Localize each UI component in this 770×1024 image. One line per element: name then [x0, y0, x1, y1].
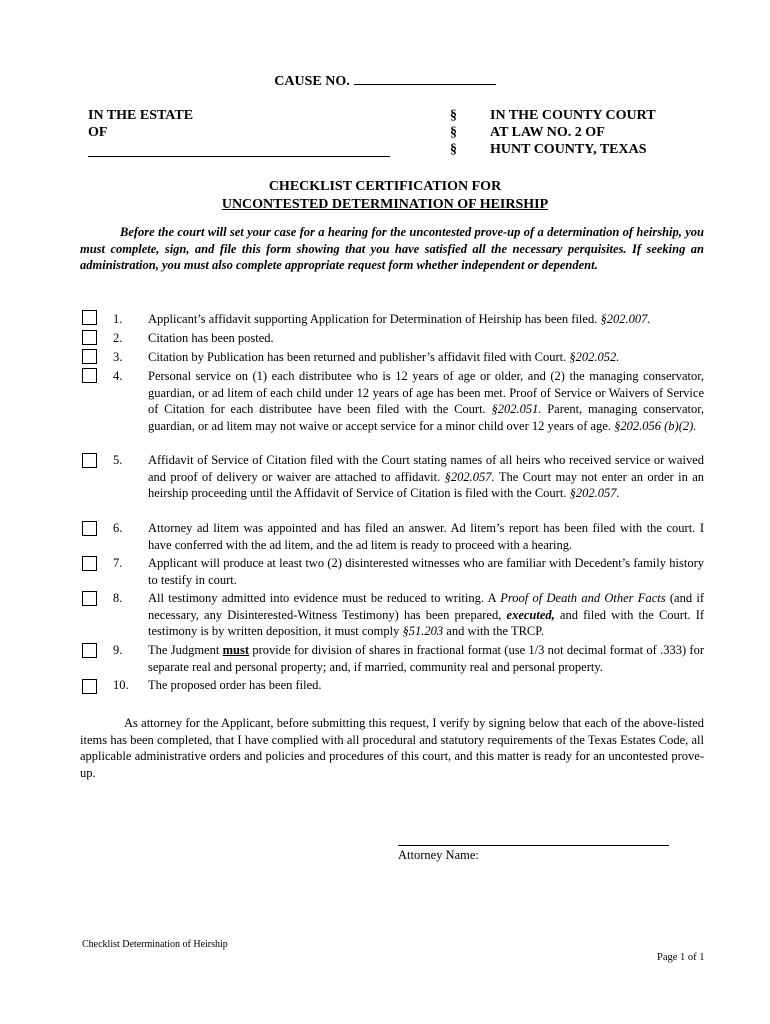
caption-court [490, 107, 656, 158]
item-text-body: (and if necessary, any Disinterested-Witness Testimony) has been prepared, [148, 591, 704, 622]
item-text-body: Personal service on (1) each distributee who is 12 years of age or older, and (2) the managing conservator, guardian, or ad litem of each child under 12 years of age has been met. Proof of Service or Waivers of Service of Citation for each distributee have been filed with the Court. [148, 369, 704, 416]
attorney-verification-paragraph: As attorney for the Applicant, before submitting this request, I verify by signing below that each of the above-listed items has been completed, that I have complied with all procedural and statutory requirements of the Texas Estates Code, all applicable administrative orders and policies and procedures of this court, and this matter is ready for an uncontested prove-up. [80, 716, 704, 780]
item-number: 7. [113, 556, 123, 570]
document-title [0, 178, 770, 214]
item-citation: §51.203 [402, 624, 444, 638]
checkbox-item-1[interactable] [82, 310, 97, 325]
item-number: 5. [113, 453, 123, 467]
item-number: 1. [113, 312, 123, 326]
item-text: Applicant will produce at least two (2) disinterested witnesses who are familiar with Decedent’s family history to testify in court. [148, 556, 704, 587]
intro-paragraph: Before the court will set your case for a hearing for the uncontested prove-up of a determination of heirship, you must complete, sign, and file this form showing that you have satisfied all the necessary perquisites. If seeking an administration, you must also complete appropriate request form whether independent or dependent. [80, 225, 704, 272]
item-text-body: The Judgment [148, 643, 220, 657]
checkbox-item-9[interactable] [82, 643, 97, 658]
item-text-body: All testimony admitted into evidence must be reduced to writing. A [148, 591, 496, 605]
section-symbols [450, 107, 457, 158]
title-line1: CHECKLIST CERTIFICATION FOR [268, 179, 502, 194]
item-text-body: Parent, managing conservator, guardian, or ad litem may not waive or accept service for a minor child over 12 years of age. [148, 402, 704, 433]
item-text-body: Applicant’s affidavit supporting Application for Determination of Heirship has been filed. [148, 312, 598, 326]
item-text [148, 590, 704, 640]
item-emphasis: must [222, 643, 250, 657]
caption-court-line1: IN THE COUNTY COURT [490, 108, 656, 123]
caption-estate [88, 107, 193, 141]
item-text-body: and with the TRCP. [446, 624, 544, 638]
checkbox-item-10[interactable] [82, 679, 97, 694]
item-text [148, 368, 704, 434]
caption-estate-line2: OF [88, 125, 108, 140]
item-number: 4. [113, 369, 123, 383]
item-citation: §202.051. [491, 402, 542, 416]
cause-number [0, 72, 770, 90]
item-text [148, 452, 704, 502]
footer-title: Checklist Determination of Heirship [82, 939, 228, 950]
item-text: Attorney ad litem was appointed and has filed an answer. Ad litem’s report has been filed with the court. I have conferred with the ad litem, and the ad litem is ready to proceed with a hearing. [148, 521, 704, 552]
item-text [148, 349, 704, 366]
cause-label: CAUSE NO. [274, 74, 350, 89]
item-number: 9. [113, 643, 123, 657]
title-line2: UNCONTESTED DETERMINATION OF HEIRSHIP [221, 197, 549, 212]
item-emphasis: executed, [506, 607, 555, 622]
item-number: 10. [113, 678, 129, 692]
caption-estate-line1: IN THE ESTATE [88, 108, 194, 123]
checkbox-item-5[interactable] [82, 453, 97, 468]
caption-court-line2: AT LAW NO. 2 OF [490, 125, 605, 140]
checkbox-item-6[interactable] [82, 521, 97, 536]
item-text-body: Citation by Publication has been returned and publisher’s affidavit filed with Court. [148, 350, 567, 364]
item-citation: §202.052. [569, 350, 620, 364]
section-symbol: § [450, 108, 457, 123]
item-number: 2. [113, 331, 123, 345]
checkbox-item-8[interactable] [82, 591, 97, 606]
item-text-body: Affidavit of Service of Citation filed with the Court stating names of all heirs who received service or waived and proof of delivery or waiver are attached to affidavit. [148, 453, 704, 484]
item-number: 3. [113, 350, 123, 364]
item-text [148, 311, 704, 328]
item-citation: §202.056 (b)(2). [614, 418, 697, 433]
item-text: The proposed order has been filed. [148, 678, 322, 692]
section-symbol: § [450, 142, 457, 157]
item-text [148, 642, 704, 675]
page-number: Page 1 of 1 [657, 952, 705, 963]
item-text-body: The Court may not enter an order in an heirship proceeding until the Affidavit of Service of Citation is filed with the Court. [148, 469, 705, 500]
cause-number-blank[interactable] [354, 72, 496, 85]
item-citation: §202.057. [444, 469, 495, 484]
signature-line[interactable] [398, 845, 669, 846]
item-text: Citation has been posted. [148, 331, 274, 345]
item-number: 6. [113, 521, 123, 535]
caption-court-line3: HUNT COUNTY, TEXAS [490, 142, 647, 157]
item-italic-title: Proof of Death and Other Facts [500, 591, 666, 605]
attorney-name-label: Attorney Name: [398, 848, 479, 862]
checkbox-item-4[interactable] [82, 368, 97, 383]
item-text-body: provide for division of shares in fractional format (use 1/3 not decimal format of .333) for separate real and personal property; and, if married, community real and personal property. [148, 643, 705, 674]
item-number: 8. [113, 591, 123, 605]
checkbox-item-2[interactable] [82, 330, 97, 345]
estate-name-blank[interactable] [88, 156, 390, 157]
checkbox-item-7[interactable] [82, 556, 97, 571]
section-symbol: § [450, 125, 457, 140]
item-citation: §202.007. [600, 312, 651, 326]
item-text-body: and filed with the Court. If testimony is by written deposition, it must comply [148, 607, 705, 638]
checkbox-item-3[interactable] [82, 349, 97, 364]
item-citation: §202.057. [569, 486, 620, 500]
